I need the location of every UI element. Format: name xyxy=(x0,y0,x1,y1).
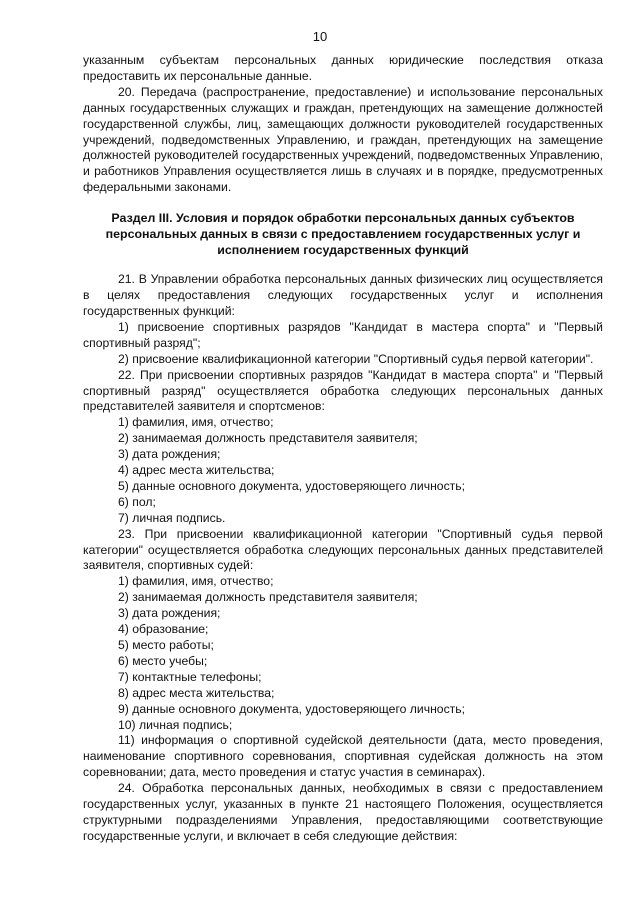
list-item: 6) место учебы; xyxy=(118,653,208,668)
list-item: 7) личная подпись. xyxy=(118,510,226,525)
list-item: 7) контактные телефоны; xyxy=(118,669,262,684)
list-item: 10) личная подпись; xyxy=(118,717,233,732)
list-item: 4) адрес места жительства; xyxy=(118,463,275,478)
list-item: 2) занимаемая должность представителя заявителя; xyxy=(118,590,418,605)
paragraph-23: 23. При присвоении квалификационной категории "Спортивный судья первой категории" осуществляется обработка следующих персональных данных представителей заявителя, спортивных судей: xyxy=(83,526,603,573)
paragraph-21: 21. В Управлении обработка персональных данных физических лиц осуществляется в целях предоставления следующих государственных услуг и исполнения государственных функций: xyxy=(83,272,603,318)
paragraph-22: 22. При присвоении спортивных разрядов "Кандидат в мастера спорта" и "Первый спортивный разряд" осуществляется обработка следующих персональных данных представителей заявителя и спортсменов: xyxy=(83,367,603,414)
list-item: 8) адрес места жительства; xyxy=(118,685,275,700)
list-item: 6) пол; xyxy=(118,494,156,509)
list-item: 5) данные основного документа, удостоверяющего личность; xyxy=(118,478,465,493)
list-item: 4) образование; xyxy=(118,622,209,637)
list-item: 1) присвоение спортивных разрядов "Кандидат в мастера спорта" и "Первый спортивный разряд"; xyxy=(83,319,603,350)
list-item: 9) данные основного документа, удостоверяющего личность; xyxy=(118,701,465,716)
list-item: 11) информация о спортивной судейской деятельности (дата, место проведения, наименование спортивного соревнования, спортивная судейская должность на этом соревновании; дата, место проведения и статус участия в семинарах). xyxy=(83,733,603,780)
list-item: 2) занимаемая должность представителя заявителя; xyxy=(118,431,418,446)
page-number: 10 xyxy=(312,29,328,44)
list-item: 2) присвоение квалификационной категории "Спортивный судья первой категории". xyxy=(118,351,594,366)
document-body xyxy=(83,53,603,845)
list-item: 3) дата рождения; xyxy=(118,447,221,462)
paragraph-24: 24. Обработка персональных данных, необходимых в связи с предоставлением государственных услуг, указанных в пункте 21 настоящего Положения, осуществляется структурными подразделениями Управления, предоставляющими соответствующие государственные услуги, и включает в себя следующие действия: xyxy=(83,781,603,843)
paragraph-20: 20. Передача (распространение, предоставление) и использование персональных данных государственных служащих и граждан, претендующих на замещение должностей государственной службы, лиц, замещающих должности руководителей государственных учреждений, подведомственных Управлению, и граждан, претендующих на замещение должностей руководителей государственных учреждений, подведомственных Управлению, и работников Управления осуществляется лишь в случаях и в порядке, предусмотренных федеральными законами. xyxy=(83,84,603,195)
list-item: 3) дата рождения; xyxy=(118,606,221,621)
list-item: 1) фамилия, имя, отчество; xyxy=(118,415,274,430)
list-item: 5) место работы; xyxy=(118,638,214,652)
paragraph-continuation: указанным субъектам персональных данных юридические последствия отказа предоставить их персональные данные. xyxy=(83,53,603,83)
section-heading: Раздел III. Условия и порядок обработки персональных данных субъектов персональных данных в связи с предоставлением государственных услуг и исполнением государственных функций xyxy=(105,211,581,258)
list-item: 1) фамилия, имя, отчество; xyxy=(118,574,274,589)
